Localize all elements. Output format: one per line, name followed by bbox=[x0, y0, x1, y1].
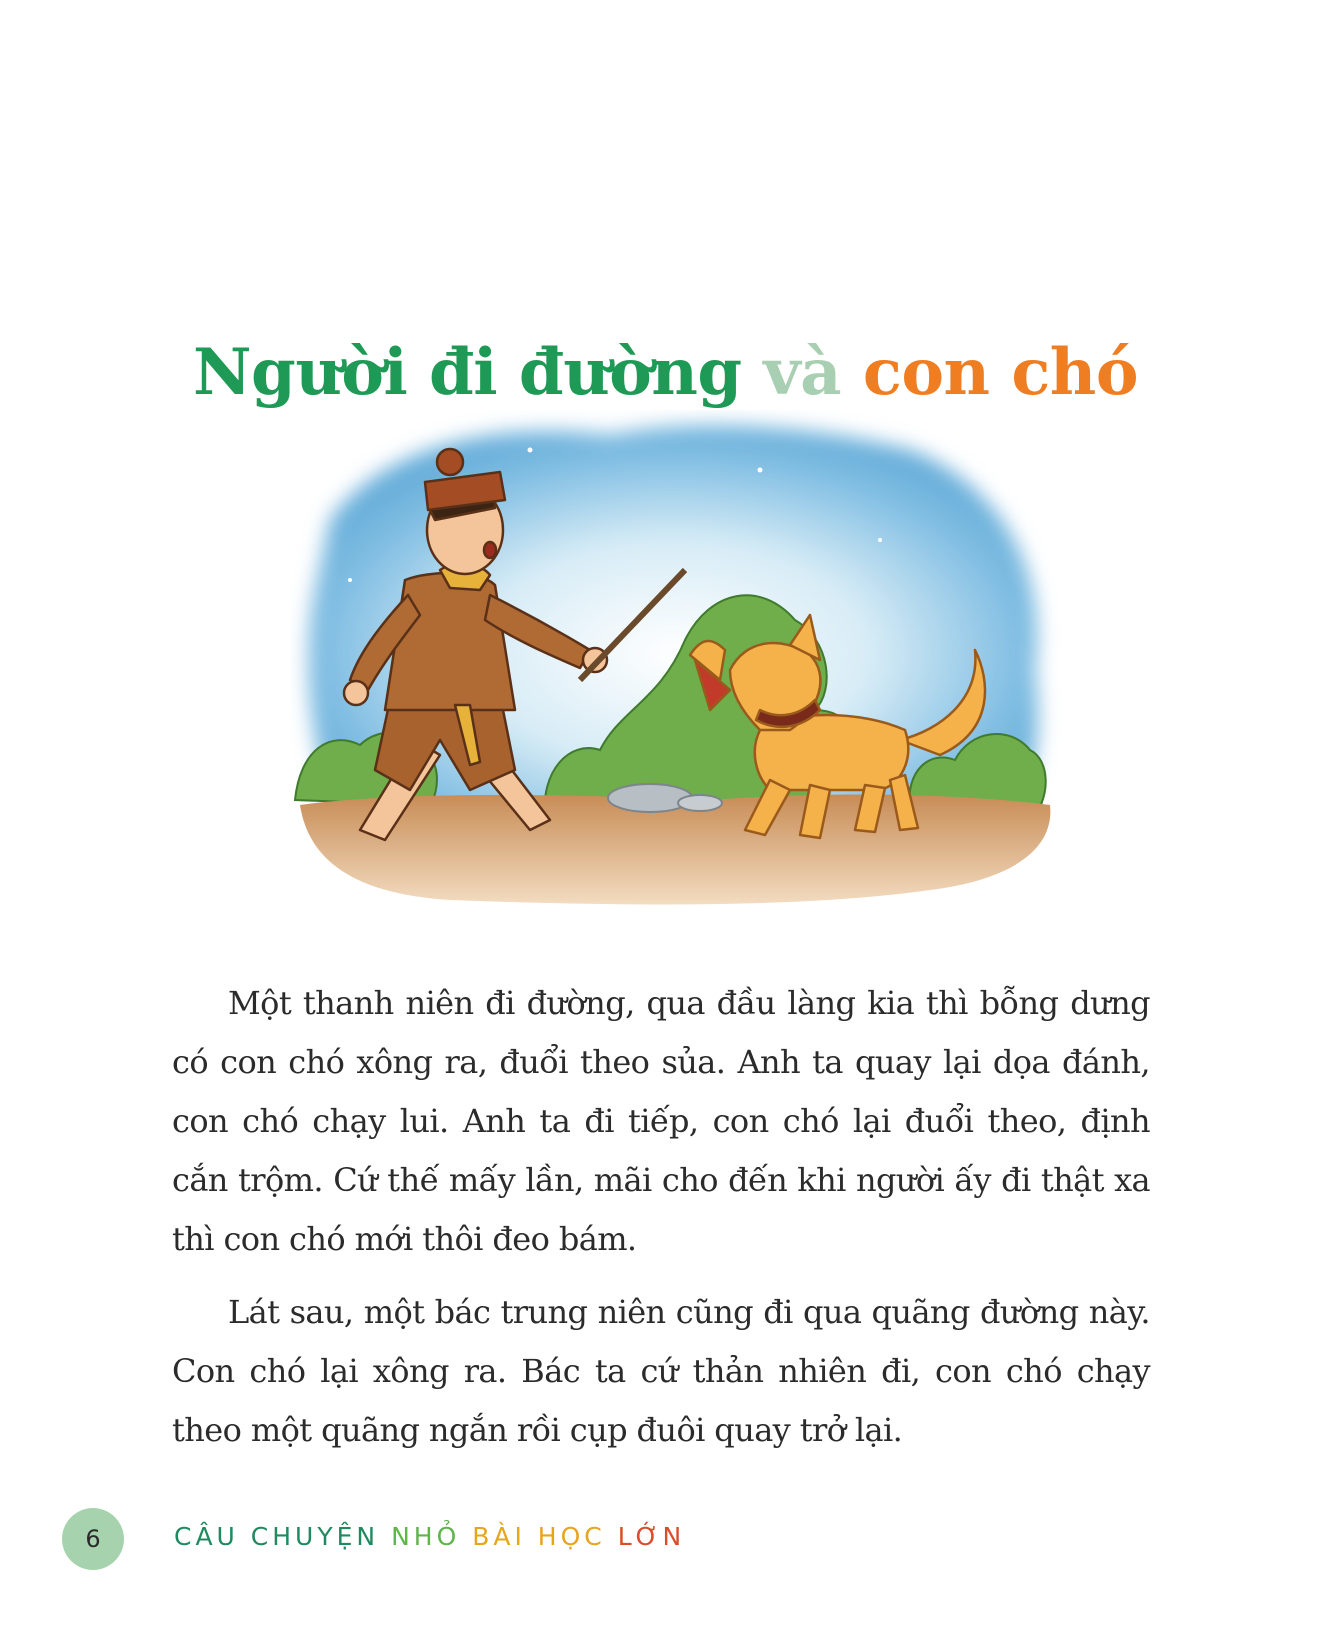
series-part-2: NHỎ bbox=[391, 1522, 461, 1551]
story-text bbox=[172, 974, 1150, 1474]
page-number-badge: 6 bbox=[62, 1508, 124, 1570]
title-part-people: Người đi đường bbox=[192, 334, 742, 410]
title-part-and: và bbox=[763, 334, 842, 410]
story-paragraph: Lát sau, một bác trung niên cũng đi qua quãng đường này. Con chó lại xông ra. Bác ta cứ thản nhiên đi, con chó chạy theo một quãng ngắn rồi cụp đuôi quay trở lại. bbox=[172, 1293, 1150, 1449]
story-paragraph: Một thanh niên đi đường, qua đầu làng kia thì bỗng dưng có con chó xông ra, đuổi theo sủa. Anh ta quay lại dọa đánh, con chó chạy lui. Anh ta đi tiếp, con chó lại đuổi theo, định cắn trộm. Cứ thế mấy lần, mãi cho đến khi người ấy đi thật xa thì con chó mới thôi đeo bám. bbox=[172, 984, 1150, 1258]
title-part-dog: con chó bbox=[862, 334, 1139, 410]
series-title bbox=[174, 1522, 685, 1551]
story-illustration bbox=[290, 410, 1070, 945]
series-part-4: LỚN bbox=[617, 1522, 686, 1551]
series-part-3: BÀI HỌC bbox=[472, 1522, 606, 1551]
story-title bbox=[0, 333, 1331, 413]
series-part-1: CÂU CHUYỆN bbox=[174, 1522, 380, 1551]
page-footer bbox=[62, 1508, 962, 1568]
